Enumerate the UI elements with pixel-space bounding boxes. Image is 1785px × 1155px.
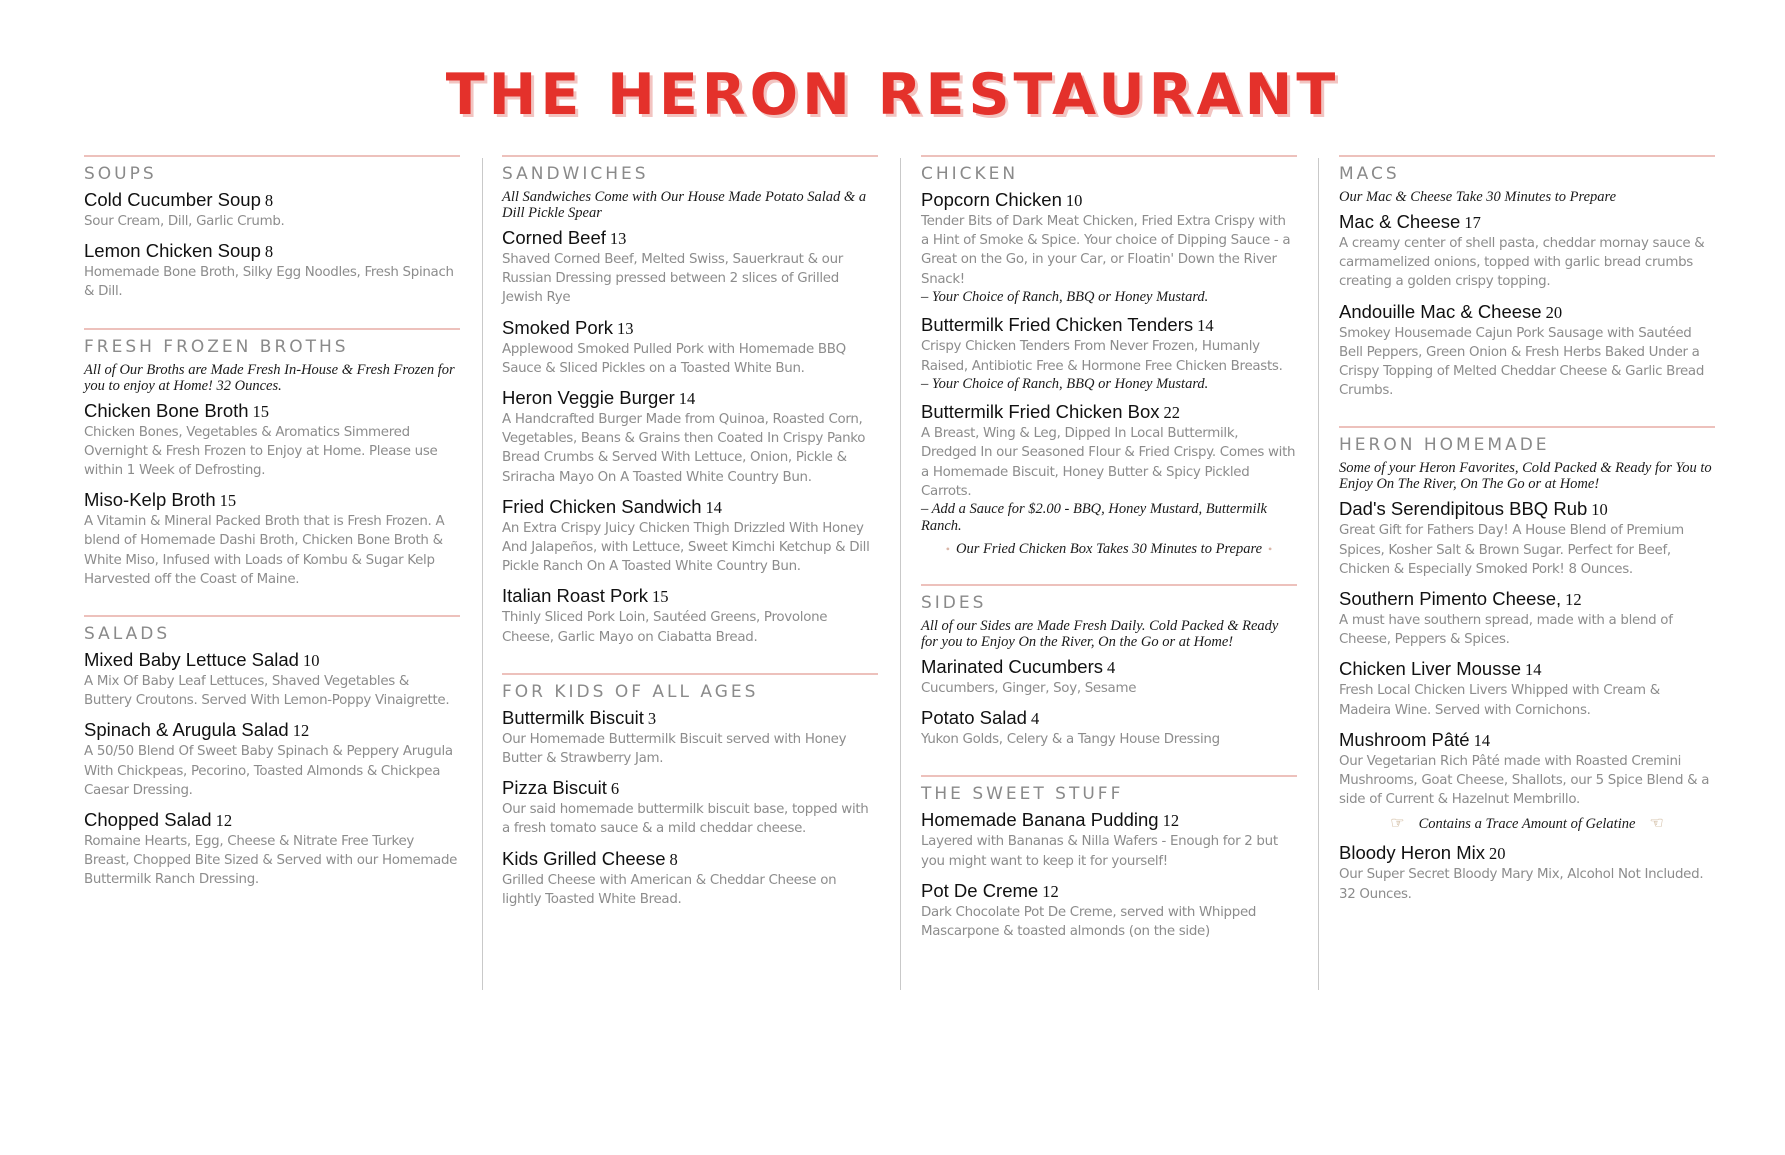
- menu-item-description: Applewood Smoked Pulled Pork with Homemade BBQ Sauce & Sliced Pickles on a Toasted White Bun.: [502, 341, 846, 376]
- menu-item: [502, 848, 878, 909]
- section-rule: [502, 673, 878, 675]
- menu-item-name: Miso-Kelp Broth: [84, 489, 216, 511]
- menu-item: [84, 189, 460, 231]
- menu-item-price: 10: [1065, 191, 1083, 210]
- menu-item-price: 14: [1525, 660, 1542, 680]
- menu-item-name: Lemon Chicken Soup: [84, 240, 261, 262]
- menu-item-sauce-note: – Your Choice of Ranch, BBQ or Honey Mustard.: [921, 288, 1209, 305]
- menu-item: [921, 189, 1297, 305]
- menu-item: [1339, 588, 1715, 649]
- menu-item: [921, 401, 1297, 534]
- menu-item-name: Homemade Banana Pudding: [921, 809, 1159, 831]
- menu-item-description: A Vitamin & Mineral Packed Broth that is Fresh Frozen. A blend of Homemade Dashi Broth, Chicken Bone Broth & White Miso, Infused with Loads of Kombu & Sugar Kelp Harvested off the Coast of Maine.: [84, 514, 445, 587]
- menu-item: [502, 707, 878, 768]
- menu-item-sauce-note: – Add a Sauce for $2.00 - BBQ, Honey Mustard, Buttermilk Ranch.: [921, 501, 1267, 534]
- menu-item-description: A 50/50 Blend Of Sweet Baby Spinach & Peppery Arugula With Chickpeas, Pecorino, Toasted Almonds & Chickpea Caesar Dressing.: [84, 744, 453, 798]
- section-title: FOR KIDS OF ALL AGES: [502, 681, 759, 702]
- section-title: SOUPS: [84, 164, 157, 184]
- menu-item-header: [502, 387, 878, 410]
- menu-item-header: [502, 227, 878, 250]
- menu-item-price: 10: [302, 651, 320, 671]
- menu-column-4: [1339, 155, 1715, 930]
- menu-item-header: [84, 240, 460, 263]
- menu-item-description: Smokey Housemade Cajun Pork Sausage with Sautéed Bell Peppers, Green Onion & Fresh Herbs Baked Under a Crispy Topping of Melted Cheddar Cheese & Garlic Bread Crumbs.: [1339, 325, 1705, 399]
- menu-item-price: 14: [1197, 316, 1214, 336]
- menu-item-description: Crispy Chicken Tenders From Never Frozen, Humanly Raised, Antibiotic Free & Hormone Free Chicken Breasts.: [921, 339, 1283, 374]
- menu-item-description: A Handcrafted Burger Made from Quinoa, Roasted Corn, Vegetables, Beans & Grains then Coated In Crispy Panko Bread Crumbs & Served With Lettuce, Onion, Pickle & Sriracha Mayo On A Toasted White Country Bun.: [502, 412, 866, 485]
- menu-item-price: 12: [1042, 881, 1059, 901]
- menu-item: [921, 707, 1297, 749]
- menu-section: [502, 155, 878, 647]
- menu-section: [502, 673, 878, 909]
- menu-section: [1339, 155, 1715, 400]
- section-note: Some of your Heron Favorites, Cold Packed & Ready for You to Enjoy On The River, On The Go or at Home!: [1339, 460, 1712, 493]
- section-rule: [502, 155, 878, 157]
- menu-item-description: Yukon Golds, Celery & a Tangy House Dressing: [921, 732, 1220, 748]
- menu-item-price: 4: [1030, 709, 1040, 729]
- menu-item-description: Homemade Bone Broth, Silky Egg Noodles, Fresh Spinach & Dill.: [84, 265, 454, 300]
- section-note: All Sandwiches Come with Our House Made Potato Salad & a Dill Pickle Spear: [502, 189, 867, 221]
- pointing-hand-icon: ☜: [1649, 815, 1664, 833]
- menu-item-description: An Extra Crispy Juicy Chicken Thigh Drizzled With Honey And Jalapeños, with Lettuce, Sweet Kimchi Ketchup & Dill Pickle Ranch On A Toasted White Country Bun.: [502, 520, 870, 575]
- menu-item-header: [1339, 729, 1715, 752]
- menu-section: [921, 155, 1297, 558]
- menu-item-header: [1339, 301, 1715, 324]
- menu-item-name: Pot De Creme: [921, 879, 1039, 901]
- menu-item-description: Layered with Bananas & Nilla Wafers - Enough for 2 but you might want to keep it for yourself!: [921, 834, 1278, 869]
- menu-item-description: Fresh Local Chicken Livers Whipped with Cream & Madeira Wine. Served with Cornichons.: [1339, 683, 1660, 718]
- menu-item: [1339, 498, 1715, 579]
- section-title: THE SWEET STUFF: [921, 784, 1124, 805]
- menu-item-description: Our Homemade Buttermilk Biscuit served with Honey Butter & Strawberry Jam.: [502, 731, 847, 767]
- menu-section: [1339, 426, 1715, 903]
- menu-item-header: [502, 317, 878, 340]
- menu-item: [84, 649, 460, 710]
- menu-item-header: [84, 400, 460, 423]
- menu-item-price: 13: [617, 318, 634, 338]
- chicken-box-prep-note: [921, 541, 1297, 558]
- section-note: All of Our Broths are Made Fresh In-House & Fresh Frozen for you to enjoy at Home! 32 Ounces.: [84, 361, 455, 394]
- menu-section: [84, 328, 460, 589]
- menu-item-name: Buttermilk Fried Chicken Tenders: [921, 314, 1194, 336]
- section-rule: [84, 615, 460, 617]
- menu-item-price: 20: [1545, 302, 1563, 322]
- menu-item-header: [921, 880, 1297, 903]
- section-note: All of our Sides are Made Fresh Daily. Cold Packed & Ready for you to Enjoy On the River, On the Go or at Home!: [921, 618, 1279, 651]
- section-title: MACS: [1339, 164, 1400, 184]
- menu-item: [921, 880, 1297, 941]
- menu-item-name: Smoked Pork: [502, 316, 614, 338]
- section-rule: [1339, 155, 1715, 157]
- menu-item-sauce-note: – Your Choice of Ranch, BBQ or Honey Mustard.: [921, 375, 1209, 392]
- menu-item: [84, 400, 460, 481]
- menu-item-name: Bloody Heron Mix: [1339, 842, 1486, 864]
- section-title: SANDWICHES: [502, 164, 649, 184]
- section-title: SIDES: [921, 593, 987, 614]
- menu-item-name: Southern Pimento Cheese,: [1339, 588, 1562, 610]
- dot-ornament-icon: •: [1268, 542, 1273, 557]
- menu-item: [1339, 301, 1715, 401]
- menu-item: [84, 240, 460, 301]
- menu-item-name: Cold Cucumber Soup: [84, 189, 261, 210]
- menu-item-price: 12: [215, 811, 233, 831]
- menu-item-description: Romaine Hearts, Egg, Cheese & Nitrate Free Turkey Breast, Chopped Bite Sized & Served with our Homemade Buttermilk Ranch Dressing.: [84, 834, 458, 888]
- menu-item-header: [921, 189, 1297, 212]
- menu-item-description: Sour Cream, Dill, Garlic Crumb.: [84, 214, 285, 229]
- section-title: HERON HOMEMADE: [1339, 435, 1550, 456]
- dot-ornament-icon: •: [945, 542, 950, 557]
- menu-item-description: A creamy center of shell pasta, cheddar mornay sauce & carmamelized onions, topped with garlic bread crumbs creating a golden crispy topping.: [1339, 236, 1705, 290]
- menu-item-description: Our Super Secret Bloody Mary Mix, Alcohol Not Included. 32 Ounces.: [1339, 867, 1704, 902]
- menu-item-description: Thinly Sliced Pork Loin, Sautéed Greens, Provolone Cheese, Garlic Mayo on Ciabatta Bread.: [502, 610, 828, 645]
- menu-item-price: 3: [647, 708, 657, 728]
- gelatine-note: [1339, 813, 1715, 833]
- menu-item-header: [502, 777, 878, 800]
- menu-item-price: 4: [1107, 658, 1116, 678]
- menu-item-header: [921, 809, 1297, 832]
- pointing-hand-icon: ☞: [1390, 815, 1405, 833]
- menu-item-description: Great Gift for Fathers Day! A House Blend of Premium Spices, Kosher Salt & Brown Sugar. Perfect for Beef, Chicken & Especially Smoked Pork! 8 Ounces.: [1339, 523, 1684, 577]
- menu-item-price: 13: [609, 229, 627, 248]
- menu-item-description: A Mix Of Baby Leaf Lettuces, Shaved Vegetables & Buttery Croutons. Served With Lemon-Poppy Vinaigrette.: [84, 674, 450, 709]
- menu-item-header: [84, 649, 460, 672]
- menu-item-price: 15: [252, 401, 270, 421]
- menu-item: [502, 387, 878, 487]
- menu-item-name: Mixed Baby Lettuce Salad: [84, 649, 299, 671]
- menu-item-name: Mac & Cheese: [1339, 211, 1461, 232]
- menu-item-header: [921, 401, 1297, 424]
- menu-item: [502, 496, 878, 577]
- menu-item-header: [1339, 498, 1715, 521]
- menu-item-description: Shaved Corned Beef, Melted Swiss, Sauerkraut & our Russian Dressing pressed between 2 slices of Grilled Jewish Rye: [502, 252, 843, 306]
- menu-item-header: [1339, 658, 1715, 681]
- menu-item-name: Dad's Serendipitous BBQ Rub: [1339, 498, 1588, 520]
- menu-item-price: 15: [219, 491, 237, 511]
- menu-item-header: [921, 707, 1297, 730]
- menu-item-price: 8: [264, 242, 274, 262]
- menu-section: [921, 584, 1297, 749]
- menu-item-name: Italian Roast Pork: [502, 585, 649, 607]
- menu-item: [84, 809, 460, 890]
- menu-column-1: [84, 155, 460, 916]
- section-rule: [84, 155, 460, 157]
- menu-item-description: A Breast, Wing & Leg, Dipped In Local Buttermilk, Dredged In our Seasoned Flour & Fried Crispy. Comes with a Homemade Biscuit, Honey Butter & Spicy Pickled Carrots.: [921, 426, 1296, 499]
- menu-item-price: 17: [1464, 213, 1481, 232]
- section-title: SALADS: [84, 624, 171, 645]
- menu-item-description: Cucumbers, Ginger, Soy, Sesame: [921, 681, 1137, 697]
- menu-item-header: [502, 707, 878, 730]
- menu-item-name: Chicken Bone Broth: [84, 399, 249, 421]
- menu-item-header: [502, 496, 878, 519]
- menu-item-description: Dark Chocolate Pot De Creme, served with Whipped Mascarpone & toasted almonds (on the side): [921, 904, 1257, 940]
- menu-item-description: Our Vegetarian Rich Pâté made with Roasted Cremini Mushrooms, Goat Cheese, Shallots, our 5 Spice Blend & a side of Current & Hazelnut Membrillo.: [1339, 753, 1710, 808]
- menu-item-header: [84, 489, 460, 512]
- menu-item-header: [1339, 211, 1715, 234]
- menu-item-name: Chicken Liver Mousse: [1339, 658, 1521, 680]
- menu-section: [84, 615, 460, 890]
- menu-item-name: Chopped Salad: [84, 809, 212, 831]
- section-title: FRESH FROZEN BROTHS: [84, 336, 349, 357]
- prep-note-text: Our Fried Chicken Box Takes 30 Minutes to Prepare: [955, 541, 1263, 558]
- menu-item-name: Potato Salad: [921, 707, 1027, 729]
- menu-item: [84, 719, 460, 800]
- menu-item-header: [1339, 588, 1715, 611]
- menu-item: [921, 656, 1297, 698]
- menu-item-price: 12: [1162, 811, 1180, 831]
- menu-item: [1339, 729, 1715, 834]
- menu-item-name: Buttermilk Fried Chicken Box: [921, 401, 1160, 423]
- menu-item: [502, 777, 878, 838]
- menu-item-name: Pizza Biscuit: [502, 777, 607, 799]
- menu-item-name: Fried Chicken Sandwich: [502, 495, 702, 517]
- menu-item-price: 6: [610, 779, 620, 799]
- section-note: Our Mac & Cheese Take 30 Minutes to Prepare: [1339, 189, 1617, 205]
- menu-item-name: Spinach & Arugula Salad: [84, 719, 289, 741]
- column-divider: [1318, 158, 1319, 990]
- menu-item-header: [84, 809, 460, 832]
- menu-item: [84, 489, 460, 589]
- menu-item-price: 22: [1163, 403, 1181, 423]
- menu-item-name: Heron Veggie Burger: [502, 387, 675, 409]
- menu-column-3: [921, 155, 1297, 967]
- menu-item-header: [502, 848, 878, 871]
- menu-item-price: 12: [1565, 590, 1582, 610]
- section-rule: [1339, 426, 1715, 428]
- menu-item-price: 12: [292, 721, 310, 741]
- menu-item: [921, 314, 1297, 392]
- menu-item-name: Marinated Cucumbers: [921, 656, 1103, 678]
- menu-item: [1339, 842, 1715, 903]
- section-rule: [921, 775, 1297, 777]
- menu-column-2: [502, 155, 878, 935]
- menu-item-header: [921, 656, 1297, 679]
- menu-item-price: 8: [669, 849, 678, 869]
- menu-item-description: A must have southern spread, made with a blend of Cheese, Peppers & Spices.: [1339, 613, 1673, 648]
- menu-item-name: Buttermilk Biscuit: [502, 706, 644, 728]
- menu-item-description: Grilled Cheese with American & Cheddar Cheese on lightly Toasted White Bread.: [502, 872, 837, 907]
- menu-item-price: 8: [264, 191, 274, 210]
- gelatine-note-text: Contains a Trace Amount of Gelatine: [1418, 816, 1636, 833]
- menu-item-header: [1339, 842, 1715, 865]
- menu-item-header: [502, 585, 878, 608]
- column-divider: [900, 158, 901, 990]
- menu-item-price: 14: [705, 497, 722, 517]
- menu-item-price: 14: [1473, 730, 1491, 750]
- menu-item-header: [921, 314, 1297, 337]
- restaurant-title: THE HERON RESTAURANT: [445, 62, 1340, 128]
- menu-item-description: Chicken Bones, Vegetables & Aromatics Simmered Overnight & Fresh Frozen to Enjoy at Home. Please use within 1 Week of Defrosting.: [84, 424, 438, 479]
- menu-item-name: Kids Grilled Cheese: [502, 847, 666, 869]
- menu-item-price: 20: [1489, 844, 1506, 864]
- menu-item: [502, 585, 878, 646]
- menu-item-description: Our said homemade buttermilk biscuit base, topped with a fresh tomato sauce & a mild cheddar cheese.: [502, 802, 869, 837]
- menu-item-name: Corned Beef: [502, 227, 606, 248]
- menu-item-description: Tender Bits of Dark Meat Chicken, Fried Extra Crispy with a Hint of Smoke & Spice. Your choice of Dipping Sauce - a Great on the Go, in your Car, or Floatin' Down the River Snack!: [921, 214, 1291, 287]
- menu-item-header: [84, 189, 460, 212]
- menu-section: [921, 775, 1297, 941]
- menu-item: [921, 809, 1297, 870]
- menu-item-price: 10: [1591, 500, 1608, 520]
- menu-section: [84, 155, 460, 302]
- menu-item-name: Andouille Mac & Cheese: [1339, 300, 1542, 322]
- menu-item: [1339, 211, 1715, 292]
- section-title: CHICKEN: [921, 164, 1019, 184]
- column-divider: [482, 158, 483, 990]
- menu-item: [502, 227, 878, 308]
- menu-item: [502, 317, 878, 378]
- section-rule: [921, 584, 1297, 586]
- menu-item: [1339, 658, 1715, 719]
- section-rule: [84, 328, 460, 330]
- menu-item-price: 14: [678, 389, 696, 409]
- menu-item-price: 15: [652, 587, 669, 607]
- menu-item-name: Mushroom Pâté: [1339, 728, 1470, 750]
- section-rule: [921, 155, 1297, 157]
- menu-item-name: Popcorn Chicken: [921, 189, 1062, 210]
- menu-item-header: [84, 719, 460, 742]
